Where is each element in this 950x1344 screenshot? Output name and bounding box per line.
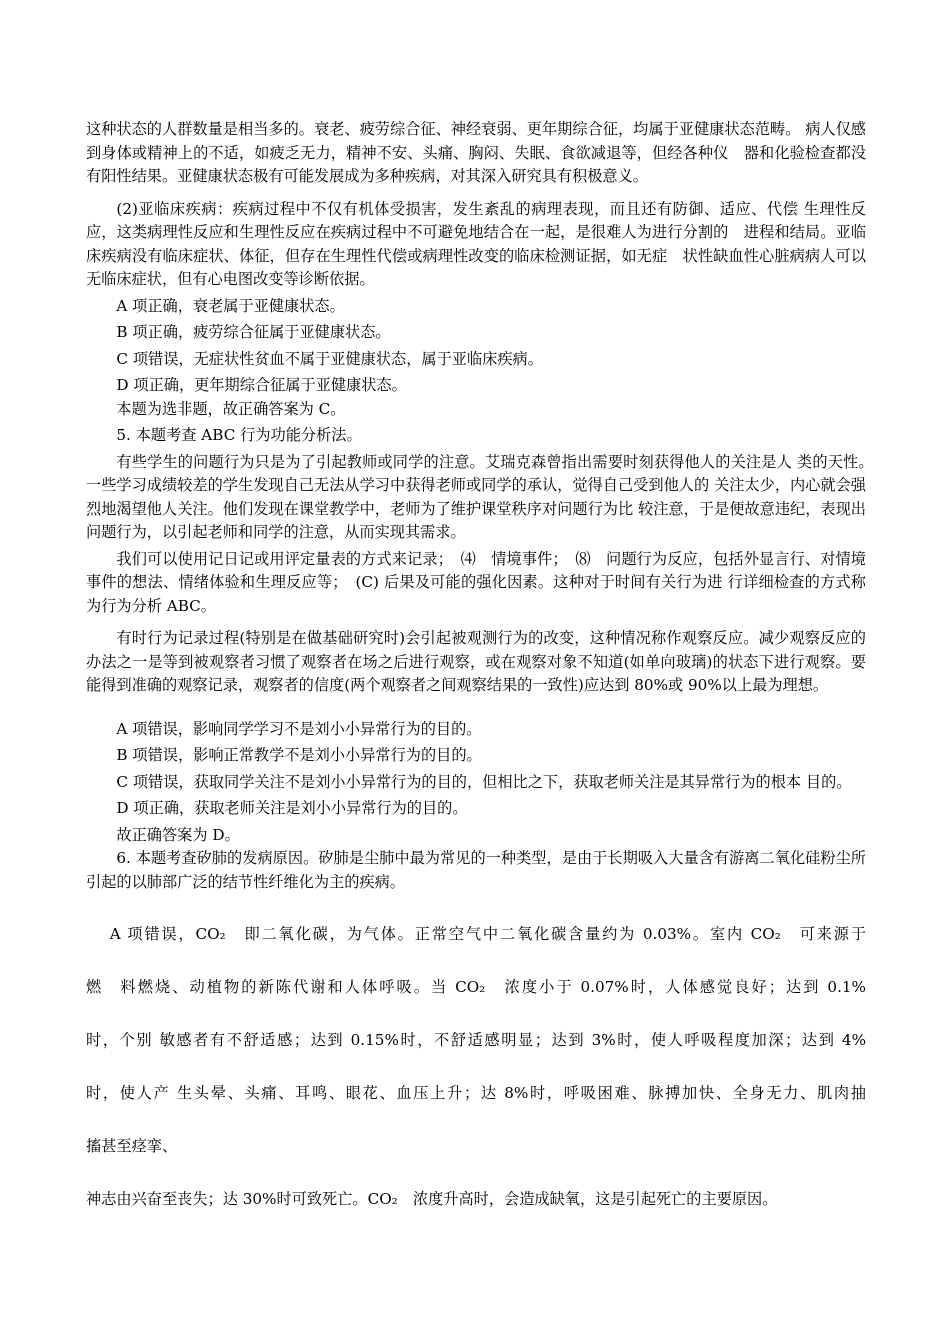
paragraph-attention: 有些学生的问题行为只是为了引起教师或同学的注意。艾瑞克森曾指出需要时刻获得他人的关注是人 类的天性。 一些学习成绩较差的学生发现自己无法从学习中获得老师或同学的承认，觉得自己受到他人的 关注太少，内心就会强烈地渴望他人关注。他们发现在课堂教学中，老师为了维护课堂秩序对问题行为比 较注意，于是便故意违纪，表现出问题行为，以引起老师和同学的注意，从而实现其需求。 — [86, 452, 882, 541]
answer-q5: 故正确答案为 D。 — [116, 825, 240, 844]
option-d-q4: D 项正确，更年期综合征属于亚健康状态。 — [116, 376, 407, 394]
document-page — [86, 118, 882, 1226]
question-5-title: 5. 本题考查 ABC 行为功能分析法。 — [116, 426, 362, 444]
paragraph-observation: 有时行为记录过程(特别是在做基础研究时)会引起被观测行为的改变，这种情况称作观察反应。减少观察反应的办法之一是等到被观察者习惯了观察者在场之后进行观察，或在观察对象不知道(如单向玻璃)的状态下进行观察。要能得到准确的观察记录，观察者的信度(两个观察者之间观察结果的一致性)应达到 80%或 90%以上最为理想。 — [86, 629, 866, 694]
co2-line-4: 时，使人产 生头晕、头痛、耳鸣、眼花、血压上升；达 8%时，呼吸困难、脉搏加快、全身无力、肌肉抽 — [86, 1084, 866, 1102]
paragraph-abc-record: 我们可以使用记日记或用评定量表的方式来记录； ⑷ 情境事件； ⑻ 问题行为反应，包括外显言行、对情境事件的想法、情绪体验和生理反应等； (C) 后果及可能的强化因素。这种对于时间有关行为进 行详细检查的方式称为行为分析 ABC。 — [86, 549, 866, 615]
option-b-q4: B 项正确，疲劳综合征属于亚健康状态。 — [116, 323, 391, 341]
paragraph-subhealth: 这种状态的人群数量是相当多的。衰老、疲劳综合征、神经衰弱、更年期综合征，均属于亚健康状态范畴。 病人仅感到身体或精神上的不适，如疲乏无力，精神不安、头痛、胸闷、失眠、食欲减退等，但经各种仪 器和化验检查都没有阳性结果。亚健康状态极有可能发展成为多种疾病，对其深入研究具有积极意义。 — [86, 120, 866, 185]
option-d-q5: D 项正确，获取老师关注是刘小小异常行为的目的。 — [116, 799, 468, 817]
co2-line-6: 神志由兴奋至丧失；达 30%时可致死亡。CO₂ 浓度升高时，会造成缺氧，这是引起死亡的主要原因。 — [86, 1190, 778, 1208]
co2-line-1: A 项错误，CO₂ 即二氧化碳，为气体。正常空气中二氧化碳含量约为 0.03%。室内 CO₂ 可来源于 — [86, 925, 866, 943]
option-a-q4: A 项正确，衰老属于亚健康状态。 — [116, 296, 345, 315]
co2-line-2: 燃 料燃烧、动植物的新陈代谢和人体呼吸。当 CO₂ 浓度小于 0.07%时，人体感觉良好；达到 0.1% — [86, 978, 866, 996]
paragraph-subclinical: (2)亚临床疾病：疾病过程中不仅有机体受损害，发生紊乱的病理表现，而且还有防御、适应、代偿 生理性反应，这类病理性反应和生理性反应在疾病过程中不可避免地结合在一起，是很难人为进行分割的 进程和结局。亚临床疾病没有临床症状、体征，但存在生理性代偿或病理性改变的临床检测证据，如无症 状性缺血性心脏病病人可以无临床症状，但有心电图改变等诊断依据。 — [86, 199, 866, 288]
co2-line-5: 搐甚至痉挛、 — [86, 1137, 178, 1155]
co2-line-3: 时，个别 敏感者有不舒适感；达到 0.15%时，不舒适感明显；达到 3%时，使人呼吸程度加深；达到 4% — [86, 1031, 866, 1049]
option-c-q4: C 项错误，无症状性贫血不属于亚健康状态，属于亚临床疾病。 — [116, 349, 543, 368]
option-c-q5: C 项错误，获取同学关注不是刘小小异常行为的目的，但相比之下，获取老师关注是其异常行为的根本 目的。 — [116, 772, 852, 791]
option-a-q5: A 项错误，影响同学学习不是刘小小异常行为的目的。 — [116, 719, 482, 738]
option-b-q5: B 项错误，影响正常教学不是刘小小异常行为的目的。 — [116, 746, 482, 764]
answer-q4: 本题为选非题，故正确答案为 C。 — [116, 399, 346, 418]
question-6-title: 6. 本题考查矽肺的发病原因。矽肺是尘肺中最为常见的一种类型，是由于长期吸入大量含有游离二氧化硅粉尘所引起的以肺部广泛的结节性纤维化为主的疾病。 — [86, 849, 866, 891]
